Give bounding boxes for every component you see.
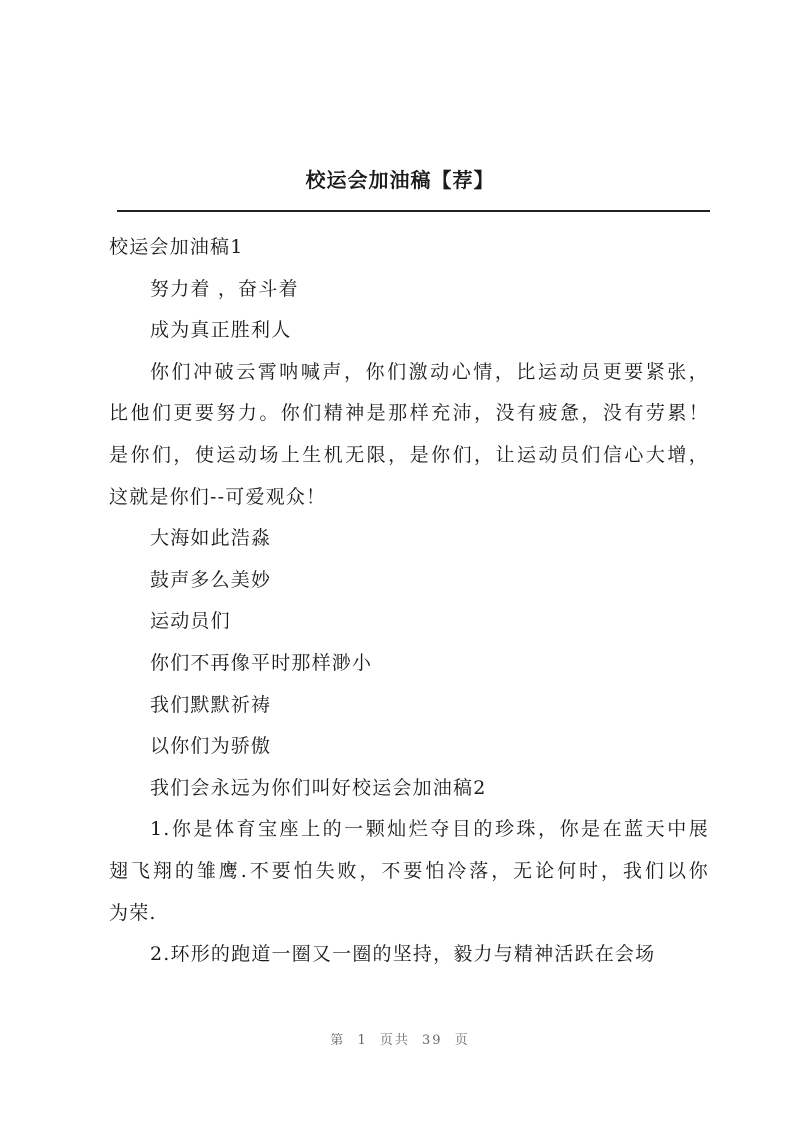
poem-line: 你们不再像平时那样渺小 bbox=[150, 651, 373, 674]
paragraph-line: 为荣. bbox=[109, 901, 157, 924]
paragraph-line: 你们冲破云霄呐喊声，你们激动心情，比运动员更要紧张， bbox=[150, 360, 709, 383]
paragraph-line: 比他们更要努力。你们精神是那样充沛，没有疲惫，没有劳累！ bbox=[109, 402, 709, 425]
poem-line: 努力着 ，奋斗着 bbox=[150, 277, 299, 300]
page-current-number: 1 bbox=[357, 1033, 368, 1048]
page-total-number: 39 bbox=[422, 1033, 443, 1048]
poem-line: 鼓声多么美妙 bbox=[150, 568, 272, 591]
paragraph-line: 2.环形的跑道一圈又一圈的坚持，毅力与精神活跃在会场 bbox=[150, 943, 656, 966]
paragraph-line: 翅飞翔的雏鹰.不要怕失败，不要怕冷落，无论何时，我们以你 bbox=[109, 859, 709, 882]
paragraph-line: 1.你是体育宝座上的一颗灿烂夺目的珍珠，你是在蓝天中展 bbox=[150, 818, 709, 841]
document-title: 校运会加油稿【荐】 bbox=[305, 168, 495, 192]
paragraph-line: 是你们，使运动场上生机无限，是你们，让运动员们信心大增， bbox=[109, 443, 709, 466]
page-footer bbox=[0, 1031, 800, 1051]
document-body bbox=[109, 227, 709, 976]
poem-line: 我们会永远为你们叫好校运会加油稿2 bbox=[150, 776, 487, 799]
section-heading: 校运会加油稿1 bbox=[109, 236, 244, 258]
paragraph-line: 这就是你们--可爱观众！ bbox=[109, 485, 327, 508]
title-divider bbox=[117, 210, 710, 212]
poem-line: 我们默默祈祷 bbox=[150, 693, 272, 716]
poem-line: 成为真正胜利人 bbox=[150, 319, 292, 342]
page-label-post: 页 bbox=[454, 1033, 470, 1048]
poem-line: 运动员们 bbox=[150, 610, 231, 633]
page-label-pre: 第 bbox=[330, 1033, 346, 1048]
poem-line: 大海如此浩淼 bbox=[150, 527, 272, 550]
page-label-mid: 页共 bbox=[379, 1033, 410, 1048]
poem-line: 以你们为骄傲 bbox=[150, 735, 272, 758]
